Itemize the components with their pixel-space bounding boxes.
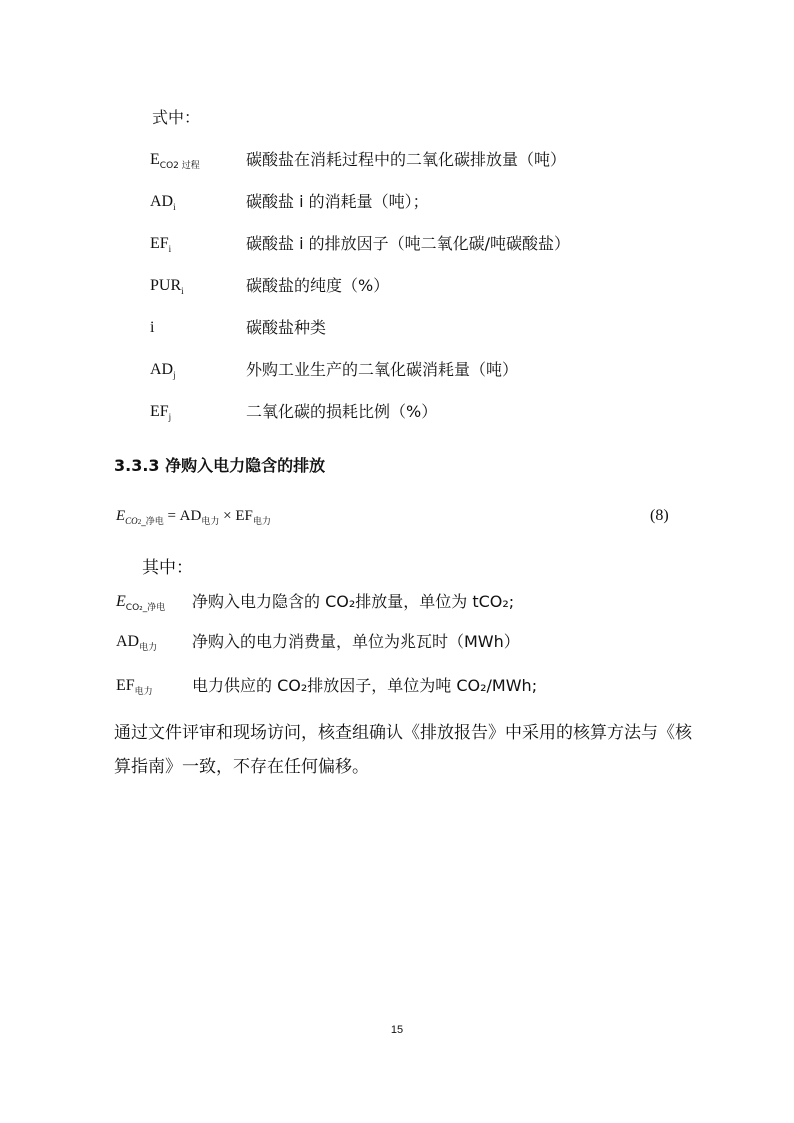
def2-desc-ef-power: 电力供应的 CO₂排放因子，单位为吨 CO₂/MWh;: [192, 676, 538, 695]
def-symbol-ad-j: $AD_j$: [150, 361, 176, 380]
section-heading: 3.3.3 净购入电力隐含的排放: [114, 456, 326, 475]
def2-desc-e-co2-net: 净购入电力隐含的 CO₂排放量，单位为 tCO₂;: [192, 592, 515, 611]
formula-8: $E_{CO2\_净电} = AD_{电力} \times EF_{电力}$: [116, 508, 271, 527]
def-desc-e-co2-process: 碳酸盐在消耗过程中的二氧化碳排放量（吨）: [246, 150, 567, 169]
def-symbol-ad-i: $AD_i$: [150, 193, 176, 212]
def-desc-ad-j: 外购工业生产的二氧化碳消耗量（吨）: [246, 360, 519, 379]
def-desc-ef-j: 二氧化碳的损耗比例（%）: [246, 402, 438, 421]
def2-symbol-ad-power: $AD_{电力}$: [116, 633, 158, 653]
intro-label: 式中：: [152, 108, 201, 127]
page-number: 15: [390, 1024, 404, 1036]
def-desc-ad-i: 碳酸盐 i 的消耗量（吨）；: [246, 192, 429, 211]
def-desc-ef-i: 碳酸盐 i 的排放因子（吨二氧化碳/吨碳酸盐）: [246, 234, 571, 253]
conclusion-paragraph: 通过文件评审和现场访问，核查组确认《排放报告》中采用的核算方法与《核算指南》一致，不存在任何偏移。: [114, 723, 692, 777]
def2-symbol-e-co2-net: $E_{CO_2\_净电}$: [116, 593, 166, 613]
def-symbol-ef-j: $EF_j$: [150, 403, 172, 422]
def-desc-i: 碳酸盐种类: [246, 318, 327, 337]
def-symbol-i: i: [150, 319, 155, 336]
def-symbol-pur-i: $PUR_i$: [150, 277, 184, 296]
def2-desc-ad-power: 净购入的电力消费量，单位为兆瓦时（MWh）: [192, 632, 520, 651]
def-symbol-e-co2-process: $E_{CO2 过程}$: [150, 151, 200, 171]
def2-symbol-ef-power: $EF_{电力}$: [116, 677, 153, 697]
def-desc-pur-i: 碳酸盐的纯度（%）: [246, 276, 390, 295]
def-symbol-ef-i: $EF_i$: [150, 235, 172, 254]
where-label: 其中：: [142, 558, 193, 578]
formula-number: (8): [650, 507, 669, 524]
